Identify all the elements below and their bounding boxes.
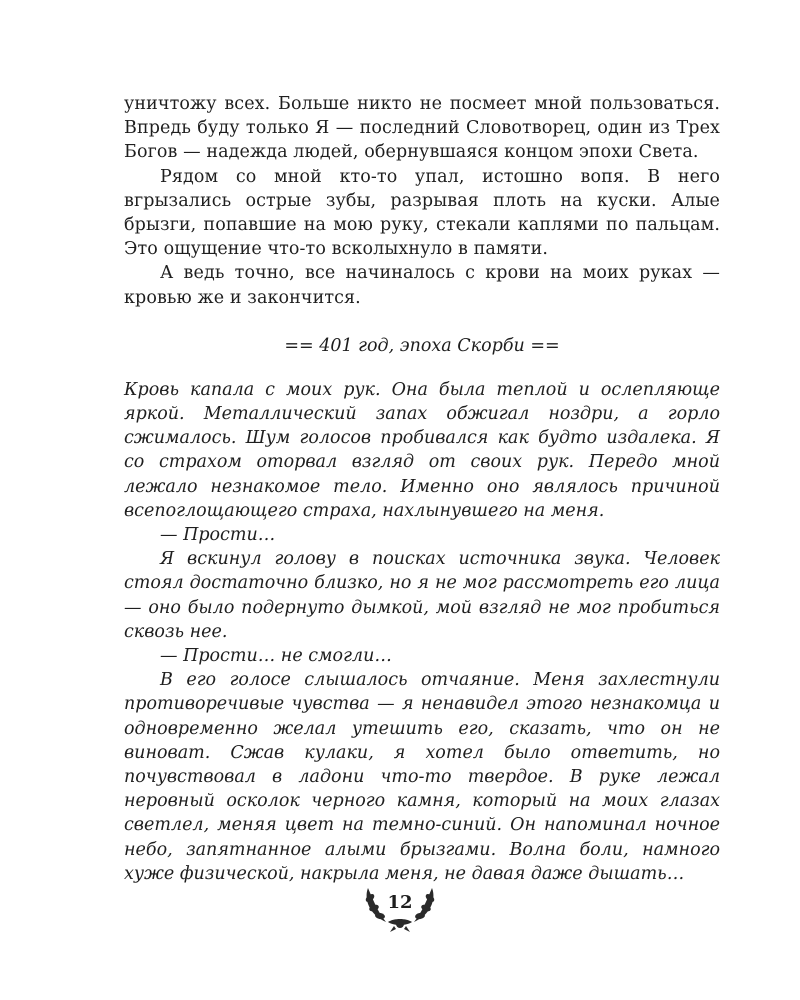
paragraph: уничтожу всех. Больше никто не посмеет мной пользоваться. Впредь буду только Я — последний Словотворец, один из Трех Богов — надежда людей, обернувшаяся концом эпохи Света.	[124, 94, 720, 163]
book-page	[124, 92, 720, 886]
paragraph: — Прости… не смогли…	[160, 646, 392, 667]
italic-text-block	[124, 378, 720, 886]
page-number: 12	[387, 892, 413, 913]
paragraph: — Прости…	[160, 525, 276, 546]
section-separator: == 401 год, эпоха Скорби ==	[284, 335, 560, 356]
paragraph: Рядом со мной кто-то упал, истошно вопя. В него вгрызались острые зубы, разрывая плоть на куски. Алые брызги, попавшие на мою руку, стекали каплями по пальцам. Это ощущение что-то всколыхнуло в памяти.	[124, 166, 720, 260]
roman-text-block	[124, 92, 720, 310]
paragraph: Кровь капала с моих рук. Она была теплой и ослепляюще яркой. Металлический запах обжигал ноздри, а горло сжималось. Шум голосов пробивался как будто издалека. Я со страхом оторвал взгляд от своих рук. Передо мной лежало незнакомое тело. Именно оно являлось причиной всепоглощающего страха, нахлынувшего на меня.	[124, 379, 720, 521]
paragraph: А ведь точно, все начиналось с крови на моих руках — кровью же и закончится.	[124, 263, 720, 308]
paragraph: Я вскинул голову в поисках источника звука. Человек стоял достаточно близко, но я не мог рассмотреть его лица — оно было подернуто дымкой, мой взгляд не мог пробиться сквозь нее.	[124, 549, 720, 642]
page-footer	[0, 882, 800, 942]
paragraph: В его голосе слышалось отчаяние. Меня захлестнули противоречивые чувства — я ненавидел этого незнакомца и одновременно желал утешить его, сказать, что он не виноват. Сжав кулаки, я хотел было ответить, но почувствовал в ладони что-то твердое. В руке лежал неровный осколок черного камня, который на моих глазах светлел, меняя цвет на темно-синий. Он напоминал ночное небо, запятнанное алыми брызгами. Волна боли, намного хуже физической, накрыла меня, не давая даже дышать…	[124, 670, 720, 884]
